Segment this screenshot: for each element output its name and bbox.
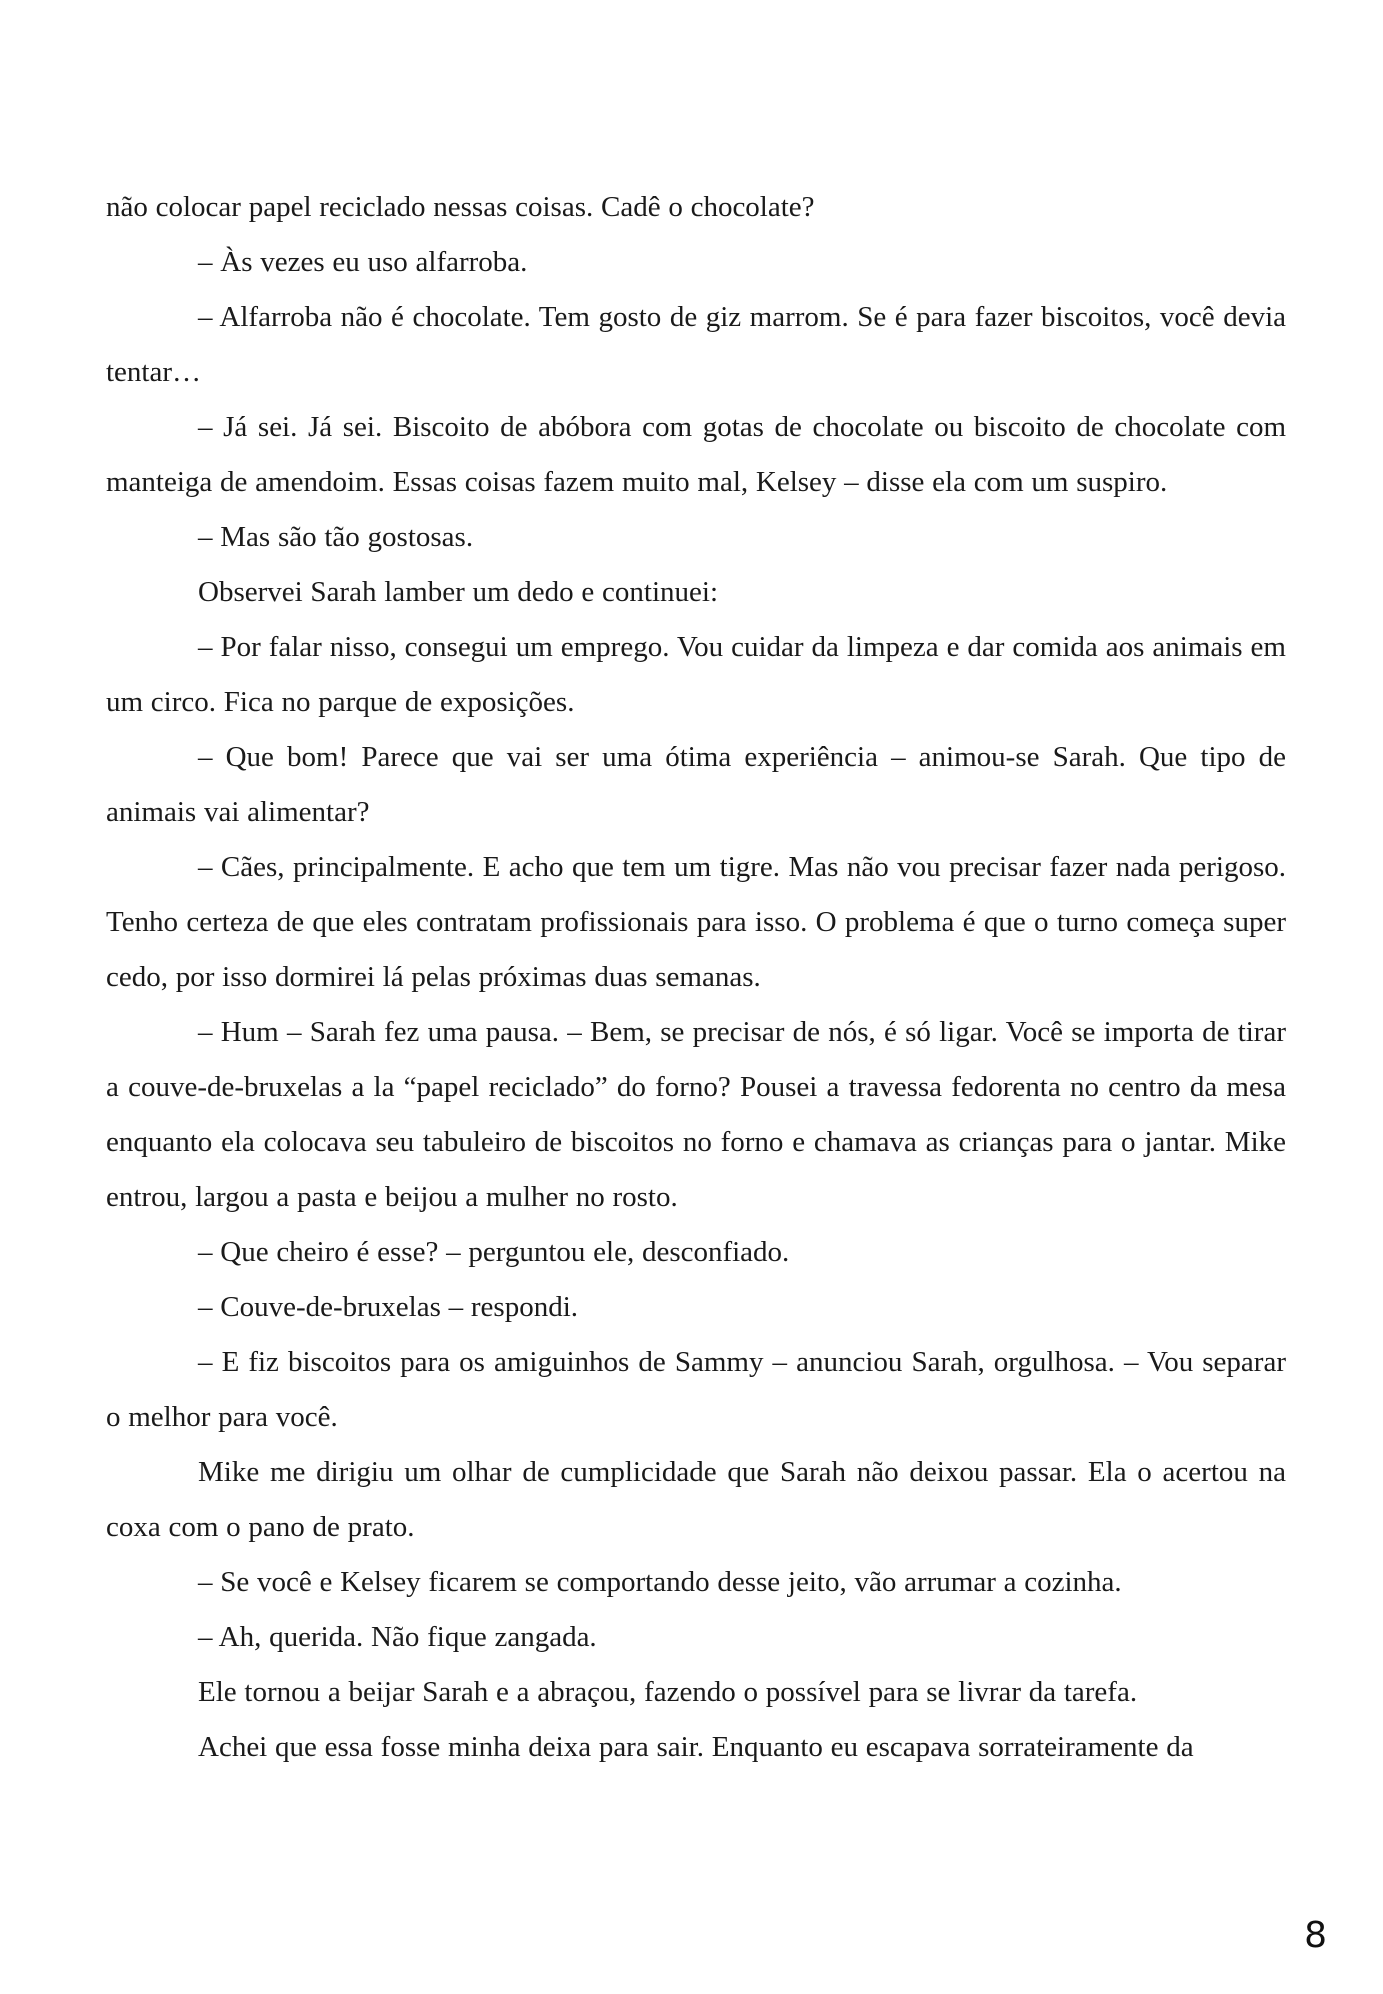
body-text — [106, 180, 1286, 1775]
paragraph: – Por falar nisso, consegui um emprego. Vou cuidar da limpeza e dar comida aos animais em um circo. Fica no parque de exposições. — [106, 631, 1286, 718]
paragraph: – Às vezes eu uso alfarroba. — [198, 246, 528, 278]
paragraph: – Alfarroba não é chocolate. Tem gosto de giz marrom. Se é para fazer biscoitos, você devia tentar… — [106, 301, 1286, 388]
paragraph: – Couve-de-bruxelas – respondi. — [198, 1291, 579, 1323]
paragraph: Achei que essa fosse minha deixa para sair. Enquanto eu escapava sorrateiramente da — [198, 1731, 1194, 1763]
paragraph: – Cães, principalmente. E acho que tem um tigre. Mas não vou precisar fazer nada perigoso. Tenho certeza de que eles contratam profissionais para isso. O problema é que o turno começa super cedo, por isso dormirei lá pelas próximas duas semanas. — [106, 851, 1286, 993]
paragraph: não colocar papel reciclado nessas coisas. Cadê o chocolate? — [106, 191, 815, 223]
paragraph: – Que bom! Parece que vai ser uma ótima experiência – animou-se Sarah. Que tipo de animais vai alimentar? — [106, 741, 1286, 828]
paragraph: – E fiz biscoitos para os amiguinhos de Sammy – anunciou Sarah, orgulhosa. – Vou separar o melhor para você. — [106, 1346, 1286, 1433]
paragraph: – Mas são tão gostosas. — [198, 521, 474, 553]
paragraph: – Ah, querida. Não fique zangada. — [198, 1621, 597, 1653]
paragraph: – Se você e Kelsey ficarem se comportando desse jeito, vão arrumar a cozinha. — [198, 1566, 1122, 1598]
paragraph: Observei Sarah lamber um dedo e continuei: — [198, 576, 719, 608]
page-number: 8 — [1304, 1915, 1327, 1956]
paragraph: Ele tornou a beijar Sarah e a abraçou, fazendo o possível para se livrar da tarefa. — [198, 1676, 1138, 1708]
paragraph: – Hum – Sarah fez uma pausa. – Bem, se precisar de nós, é só ligar. Você se importa de tirar a couve-de-bruxelas a la “papel reciclado” do forno? Pousei a travessa fedorenta no centro da mesa enquanto ela colocava seu tabuleiro de biscoitos no forno e chamava as crianças para o jantar. Mike entrou, largou a pasta e beijou a mulher no rosto. — [106, 1016, 1286, 1213]
paragraph: – Que cheiro é esse? – perguntou ele, desconfiado. — [198, 1236, 790, 1268]
paragraph: Mike me dirigiu um olhar de cumplicidade que Sarah não deixou passar. Ela o acertou na coxa com o pano de prato. — [106, 1456, 1286, 1543]
paragraph: – Já sei. Já sei. Biscoito de abóbora com gotas de chocolate ou biscoito de chocolate com manteiga de amendoim. Essas coisas fazem muito mal, Kelsey – disse ela com um suspiro. — [106, 411, 1286, 498]
